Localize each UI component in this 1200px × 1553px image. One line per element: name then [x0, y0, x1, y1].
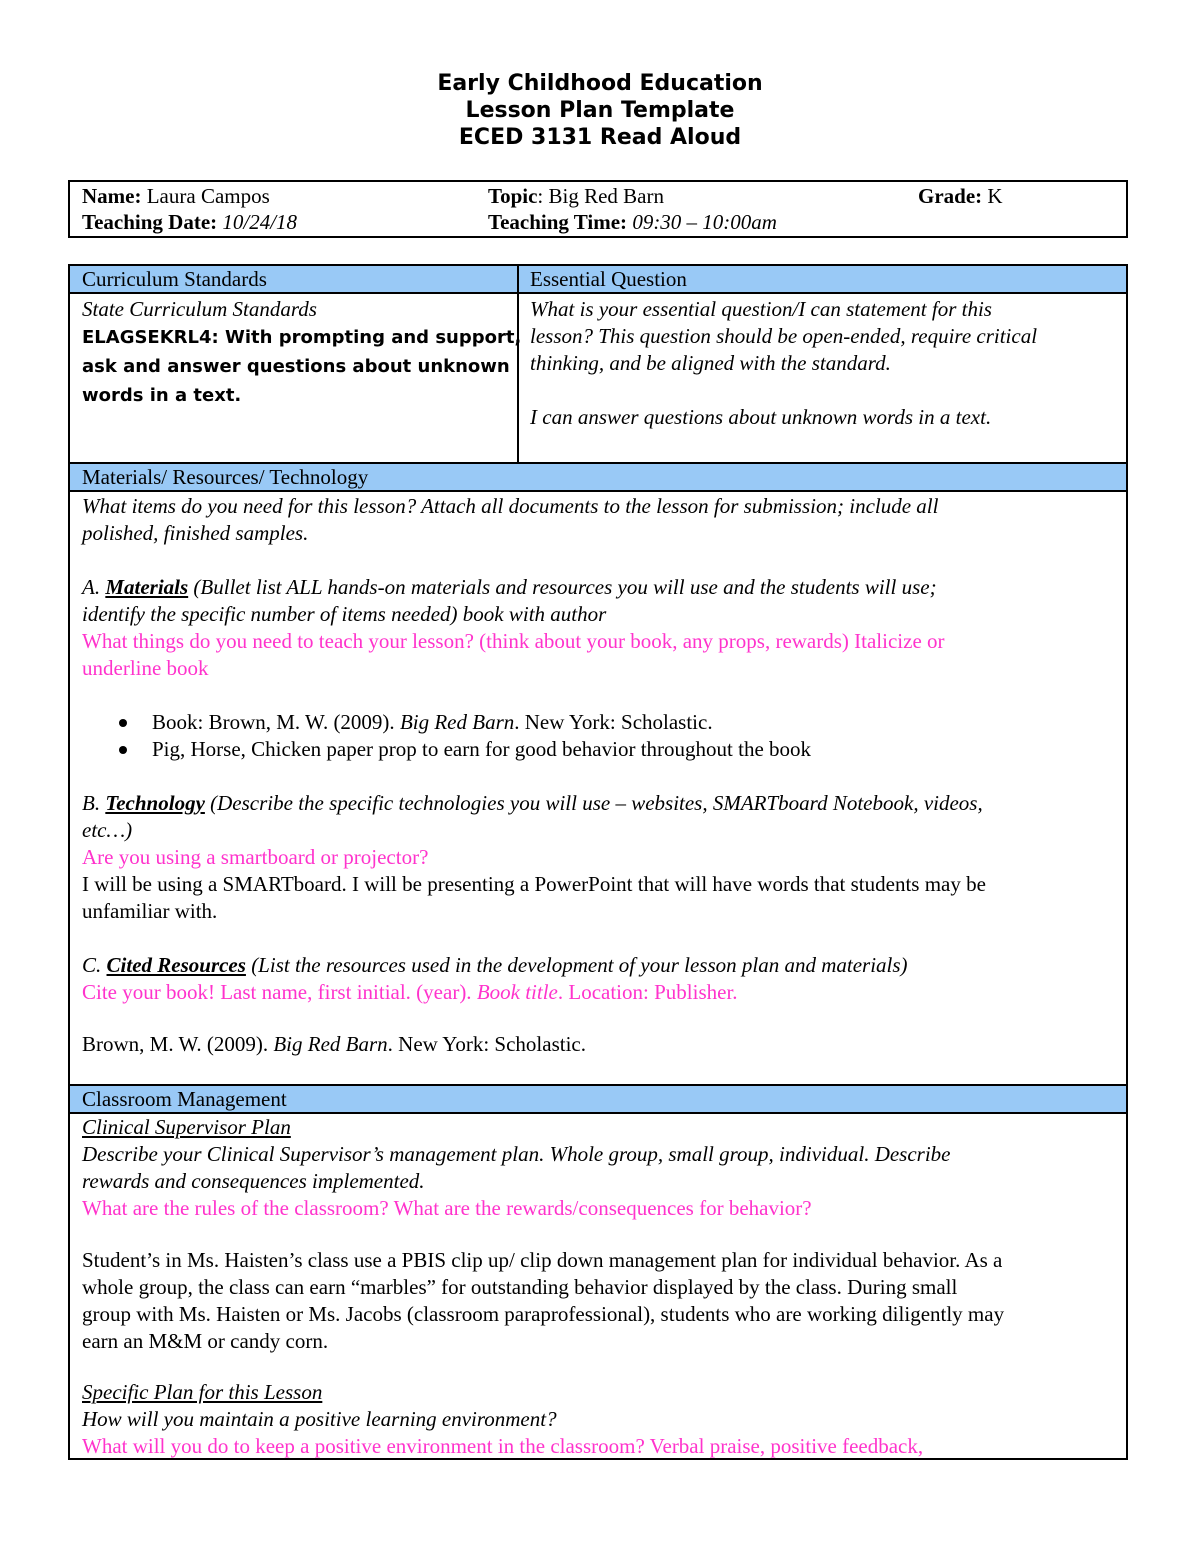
column-divider: [517, 264, 519, 464]
bullet-icon: [119, 719, 127, 727]
curriculum-standards-header: Curriculum Standards: [70, 264, 518, 294]
materials-a-prefix: A.: [82, 575, 106, 599]
citation: [82, 1031, 586, 1058]
specific-plan-title: Specific Plan for this Lesson: [82, 1380, 323, 1404]
supervisor-answer-1: Student’s in Ms. Haisten’s class use a PBIS clip up/ clip down management plan for individual behavior. As a: [82, 1248, 1003, 1272]
standard-line-3: words in a text.: [82, 385, 242, 406]
bullet-1-post: . New York: Scholastic.: [514, 710, 713, 734]
topic-field: [488, 183, 664, 209]
name-label: Name:: [82, 184, 142, 208]
supervisor-answer-3: group with Ms. Haisten or Ms. Jacobs (classroom paraprofessional), students who are working diligently may: [82, 1302, 1005, 1326]
teaching-date-label: Teaching Date:: [82, 210, 218, 234]
state-standards-subhead: State Curriculum Standards: [82, 297, 317, 321]
materials-bullet-2: [152, 736, 811, 763]
lesson-info-box: [68, 180, 1128, 238]
materials-c-pink: [82, 979, 738, 1006]
materials-b-answer-1: I will be using a SMARTboard. I will be presenting a PowerPoint that will have words that students may be: [82, 872, 986, 896]
grade-value: K: [982, 184, 1003, 208]
materials-a-line-1: [82, 574, 937, 601]
grade-label: Grade:: [918, 184, 983, 208]
specific-plan-pink: What will you do to keep a positive environment in the classroom? Verbal praise, positive feedback,: [82, 1434, 924, 1458]
materials-b-answer-2: unfamiliar with.: [82, 899, 218, 923]
table-bottom-border: [68, 1458, 1128, 1460]
supervisor-answer-4: earn an M&M or candy corn.: [82, 1329, 329, 1353]
teaching-time-value: 09:30 – 10:00am: [627, 210, 777, 234]
essential-prompt-line-2: lesson? This question should be open-ended, require critical: [530, 324, 1038, 348]
classroom-management-header: Classroom Management: [70, 1084, 1126, 1114]
lesson-plan-table: [68, 264, 1128, 1458]
materials-b-desc-1: (Describe the specific technologies you will use – websites, SMARTboard Notebook, videos,: [204, 791, 983, 815]
citation-pre: Brown, M. W. (2009).: [82, 1032, 274, 1056]
materials-intro-line-1: What items do you need for this lesson? Attach all documents to the lesson for submission; include all: [82, 494, 939, 518]
standard-line-1: ELAGSEKRL4: With prompting and support,: [82, 327, 522, 348]
supervisor-pink: What are the rules of the classroom? What are the rewards/consequences for behavior?: [82, 1196, 812, 1220]
supervisor-answer-2: whole group, the class can earn “marbles” for outstanding behavior displayed by the class. During small: [82, 1275, 958, 1299]
essential-answer: I can answer questions about unknown words in a text.: [530, 405, 992, 429]
materials-b-label: Technology: [105, 791, 205, 815]
materials-c-prefix: C.: [82, 953, 107, 977]
materials-intro-line-2: polished, finished samples.: [82, 521, 309, 545]
materials-b-prefix: B.: [82, 791, 106, 815]
standard-line-2: ask and answer questions about unknown: [82, 356, 510, 377]
bullet-icon: [119, 746, 127, 754]
topic-value: : Big Red Barn: [537, 184, 664, 208]
c-pink-pre: Cite your book! Last name, first initial. (year).: [82, 980, 477, 1004]
supervisor-desc-1: Describe your Clinical Supervisor’s management plan. Whole group, small group, individual. Describe: [82, 1142, 951, 1166]
title-line-1: Early Childhood Education: [437, 71, 763, 96]
teaching-date-value: 10/24/18: [217, 210, 298, 234]
grade-field: [918, 183, 1003, 209]
c-pink-title: Book title: [476, 980, 558, 1004]
materials-b-desc-2: etc…): [82, 818, 133, 842]
materials-bullet-1: [152, 709, 713, 736]
materials-a-desc-1: (Bullet list ALL hands-on materials and resources you will use and the students will use;: [188, 575, 937, 599]
bullet-1-title: Big Red Barn: [399, 710, 515, 734]
essential-prompt-line-1: What is your essential question/I can statement for this: [530, 297, 992, 321]
teaching-date-field: [82, 209, 297, 235]
title-line-3: ECED 3131 Read Aloud: [458, 125, 742, 150]
materials-header: Materials/ Resources/ Technology: [70, 462, 1126, 492]
materials-c-desc: (List the resources used in the development of your lesson plan and materials): [245, 953, 908, 977]
c-pink-post: . Location: Publisher.: [557, 980, 738, 1004]
document-title: [0, 70, 1200, 151]
citation-post: . New York: Scholastic.: [387, 1032, 586, 1056]
bullet-2-pre: Pig, Horse, Chicken paper prop to earn for good behavior throughout the book: [152, 737, 812, 761]
supervisor-desc-2: rewards and consequences implemented.: [82, 1169, 425, 1193]
materials-a-desc-2: identify the specific number of items needed) book with author: [82, 602, 607, 626]
materials-b-line-1: [82, 790, 983, 817]
teaching-time-field: [488, 209, 777, 235]
specific-plan-desc: How will you maintain a positive learning environment?: [82, 1407, 557, 1431]
materials-a-pink-1: What things do you need to teach your lesson? (think about your book, any props, rewards) Italicize or: [82, 629, 945, 653]
materials-c-label: Cited Resources: [106, 953, 246, 977]
materials-a-label: Materials: [105, 575, 189, 599]
citation-title: Big Red Barn: [273, 1032, 388, 1056]
bullet-1-pre: Book: Brown, M. W. (2009).: [152, 710, 400, 734]
materials-b-pink: Are you using a smartboard or projector?: [82, 845, 429, 869]
title-line-2: Lesson Plan Template: [465, 98, 735, 123]
topic-label: Topic: [488, 184, 538, 208]
essential-question-header: Essential Question: [518, 264, 1126, 294]
materials-a-pink-2: underline book: [82, 656, 209, 680]
essential-prompt-line-3: thinking, and be aligned with the standard.: [530, 351, 891, 375]
materials-c-line: [82, 952, 908, 979]
supervisor-plan-title: Clinical Supervisor Plan: [82, 1115, 291, 1139]
name-field: [82, 183, 270, 209]
name-value: Laura Campos: [141, 184, 270, 208]
teaching-time-label: Teaching Time:: [488, 210, 628, 234]
